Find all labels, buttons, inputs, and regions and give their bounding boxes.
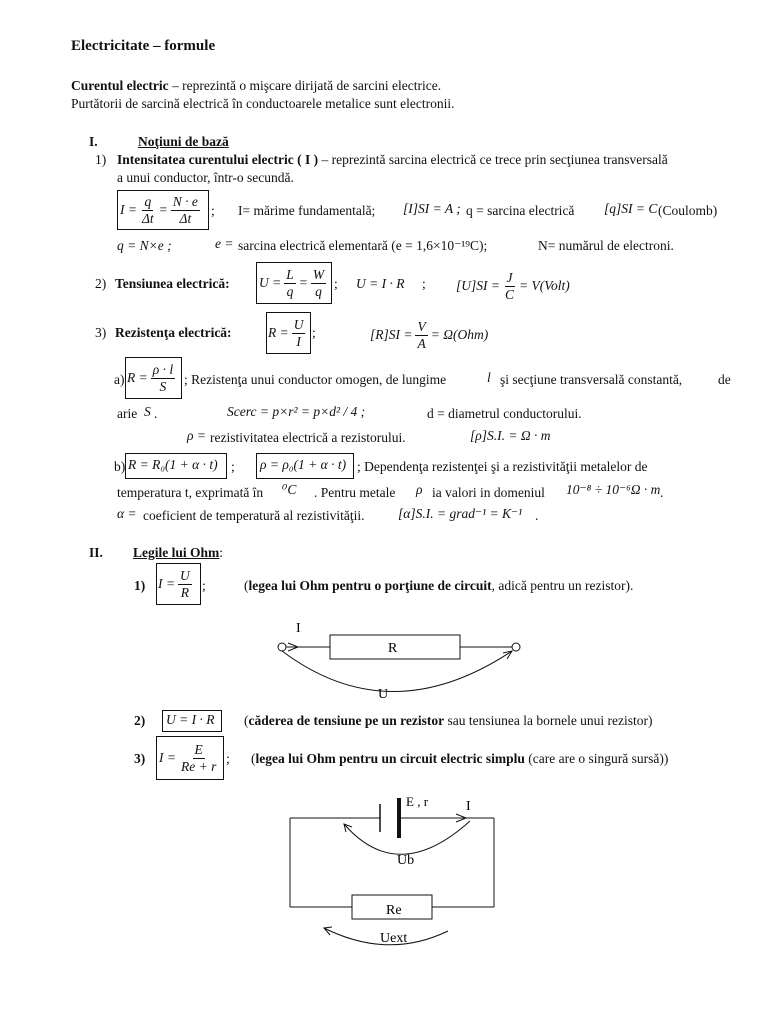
- unit-current: [I]SI = A ;: [403, 201, 461, 216]
- numerator-e: E: [194, 742, 203, 757]
- terminal-left-icon: [278, 643, 286, 651]
- denominator-c: C: [505, 286, 515, 302]
- formula-voltage-lhs: U =: [259, 275, 282, 290]
- sub-a-text: ; Rezistenţa unui conductor omogen, de lungime: [184, 372, 447, 387]
- law-3-description: [251, 751, 668, 767]
- fraction-u-i: [292, 318, 306, 348]
- e-description: sarcina electrică elementară (e = 1,6×10⁻¹⁹C);: [238, 238, 488, 253]
- intro-definition: – reprezintă o mişcare dirijată de sarcini electrice.: [168, 78, 442, 93]
- numerator-u: U: [293, 317, 304, 332]
- sub-b-semicolon: ;: [231, 459, 235, 474]
- fundamental-text: I= mărime fundamentală;: [238, 203, 376, 218]
- intro-line-1: [71, 78, 441, 94]
- ub-arc: [344, 821, 470, 854]
- unit-resistance: [370, 318, 488, 352]
- denominator-a: A: [417, 335, 426, 351]
- circuit-diagram: [280, 790, 505, 950]
- current-label: I: [296, 621, 301, 636]
- resistivity-range: 10⁻⁸ ÷ 10⁻⁶Ω · m: [566, 482, 661, 497]
- page-title: Electricitate – formule: [71, 38, 216, 54]
- formula-voltage: [259, 264, 326, 302]
- unit-charge: [q]SI = C: [604, 201, 658, 216]
- law-1-open-paren: (: [244, 578, 249, 593]
- unit-resistance-lhs: [R]SI =: [370, 327, 413, 342]
- formula-resistivity: [127, 359, 175, 397]
- denominator-q-2: q: [315, 283, 322, 299]
- fraction-rho-l-s: [151, 363, 175, 393]
- unit-resistance-rhs: = Ω(Ohm): [430, 327, 489, 342]
- terminal-right-icon: [512, 643, 520, 651]
- item-3-term: Rezistenţa electrică:: [115, 325, 232, 340]
- numerator-u-law1: U: [179, 568, 190, 583]
- temperature-text: temperatura t, exprimată în: [117, 485, 264, 500]
- alpha-description: coeficient de temperatură al rezistivităţii.: [143, 508, 365, 523]
- coulomb-text: (Coulomb): [658, 203, 718, 218]
- law-1-rest: , adică pentru un rezistor).: [491, 578, 634, 593]
- ub-label: Ub: [397, 853, 415, 868]
- formula-current-semicolon: ;: [211, 203, 215, 218]
- item-1-term: Intensitatea curentului electric ( I ): [117, 152, 319, 167]
- formula-law-3: [159, 738, 218, 778]
- circle-area-formula: Scerc = p×r² = p×d² / 4 ;: [227, 404, 366, 419]
- unit-resistivity: [ρ]S.I. = Ω · m: [470, 428, 551, 443]
- range-dot: .: [660, 485, 664, 500]
- sub-a-text-2: şi secţiune transversală constantă,: [500, 372, 683, 387]
- metals-text-2: ia valori in domeniul: [432, 485, 545, 500]
- formula-current: [120, 192, 200, 228]
- resistor-label: R: [388, 641, 398, 656]
- fraction-l-q: [284, 268, 296, 298]
- item-2-number: 2): [95, 276, 107, 291]
- denominator-q: q: [286, 283, 294, 299]
- metals-text: . Pentru metale: [314, 485, 396, 500]
- intro-term: Curentul electric: [71, 78, 169, 93]
- n-description: N= numărul de electroni.: [538, 238, 674, 253]
- item-1-definition: – reprezintă sarcina electrică ce trece prin secţiunea transversală: [318, 152, 668, 167]
- q-equals-ne: q = N×e ;: [117, 238, 172, 253]
- law-3-number: 3): [134, 751, 146, 766]
- item-1-line-2: a unui conductor, într-o secundă.: [117, 170, 294, 185]
- length-symbol: l: [487, 370, 491, 385]
- law-2-rest: sau tensiunea la bornele unui rezistor): [444, 713, 653, 728]
- unit-alpha: [α]S.I. = grad⁻¹ = K⁻¹: [398, 506, 523, 521]
- numerator-ne: N · e: [172, 194, 198, 209]
- denominator-re-r: Re + r: [180, 758, 217, 774]
- unit-voltage: [456, 270, 570, 302]
- source-label: E , r: [406, 794, 429, 809]
- unit-voltage-rhs: = V(Volt): [519, 278, 570, 293]
- law-2-description: [244, 713, 653, 729]
- voltage-label: U: [378, 687, 389, 702]
- fraction-ne-dt: [171, 195, 200, 225]
- law-2-open-paren: (: [244, 713, 249, 728]
- uext-label: Uext: [380, 931, 408, 946]
- area-dot: .: [154, 406, 158, 421]
- numerator-rho-l: ρ · l: [152, 362, 174, 377]
- formula-current-eq: =: [158, 202, 168, 217]
- arie-text: arie: [117, 406, 138, 421]
- law-1-description: [244, 578, 633, 594]
- intro-line-2: Purtătorii de sarcină electrică în conductoarele metalice sunt electronii.: [71, 96, 455, 111]
- formula-resistance-semicolon: ;: [312, 325, 316, 340]
- item-2-term: Tensiunea electrică:: [115, 276, 230, 291]
- section-1-title: Noţiuni de bază: [138, 134, 229, 149]
- alpha-dot: .: [535, 508, 539, 523]
- fraction-e-re-r: [179, 743, 218, 773]
- sub-a-label: a): [114, 372, 125, 387]
- formula-resistance: [268, 314, 305, 352]
- formula-uir: U = I · R: [356, 276, 405, 291]
- denominator-dt-2: Δt: [179, 210, 192, 226]
- law-2-bold: căderea de tensiune pe un rezistor: [248, 713, 445, 728]
- circuit-current-label: I: [466, 799, 471, 814]
- denominator-dt: Δt: [141, 210, 154, 226]
- law-3-open-paren: (: [251, 751, 256, 766]
- law-2-number: 2): [134, 713, 146, 728]
- sub-b-label: b): [114, 459, 126, 474]
- numerator-l: L: [286, 267, 294, 282]
- fraction-w-q: [311, 268, 326, 298]
- law-3-semicolon: ;: [226, 751, 230, 766]
- formula-r-temperature: R = R₀(1 + α · t): [128, 457, 218, 472]
- denominator-r: R: [180, 584, 189, 600]
- temperature-unit: ⁰C: [282, 482, 297, 497]
- formula-law-2: U = I · R: [166, 712, 215, 727]
- q-description: q = sarcina electrică: [466, 203, 575, 218]
- section-2-heading: [133, 545, 223, 561]
- denominator-i: I: [296, 333, 301, 349]
- rho-symbol: ρ =: [187, 428, 206, 443]
- alpha-symbol: α =: [117, 506, 137, 521]
- section-2-colon: :: [219, 545, 224, 560]
- resistor-diagram: [260, 612, 530, 702]
- fraction-u-r: [178, 569, 192, 599]
- fraction-q-dt: [140, 195, 156, 225]
- law-3-bold: legea lui Ohm pentru un circuit electric simplu: [255, 751, 525, 766]
- numerator-j: J: [506, 270, 513, 285]
- item-3-number: 3): [95, 325, 107, 340]
- formula-voltage-semicolon: ;: [334, 276, 338, 291]
- e-symbol: e =: [215, 236, 234, 251]
- metals-rho: ρ: [416, 482, 423, 497]
- area-symbol: S: [144, 404, 151, 419]
- law-1-number: 1): [134, 578, 146, 593]
- item-1-line-1: [117, 152, 668, 168]
- numerator-v: V: [417, 319, 426, 334]
- formula-voltage-eq: =: [298, 275, 308, 290]
- fraction-j-c: [503, 271, 516, 301]
- formula-resistivity-lhs: R =: [127, 370, 148, 385]
- law-1-semicolon: ;: [202, 578, 206, 593]
- re-label: Re: [386, 903, 402, 918]
- denominator-s: S: [159, 378, 167, 394]
- formula-law-1-lhs: I =: [158, 576, 175, 591]
- section-2-title: Legile lui Ohm: [133, 545, 220, 560]
- formula-law-3-lhs: I =: [159, 750, 176, 765]
- item-1-number: 1): [95, 152, 107, 167]
- section-2-number: II.: [89, 545, 103, 560]
- formula-rho-temperature: ρ = ρ₀(1 + α · t): [260, 457, 347, 472]
- fraction-v-a: [415, 320, 427, 350]
- sub-b-text: ; Dependenţa rezistenţei şi a rezistivităţii metalelor de: [357, 459, 648, 474]
- formula-law-1: [158, 565, 192, 603]
- diameter-description: d = diametrul conductorului.: [427, 406, 582, 421]
- law-3-rest: (care are o singură sursă)): [524, 751, 669, 766]
- section-1-number: I.: [89, 134, 98, 149]
- sub-a-de: de: [718, 372, 731, 387]
- numerator-w: W: [312, 267, 325, 282]
- formula-current-lhs: I =: [120, 202, 137, 217]
- separator-semicolon: ;: [422, 276, 426, 291]
- rho-description: rezistivitatea electrică a rezistorului.: [210, 430, 406, 445]
- numerator-q: q: [144, 194, 152, 209]
- formula-resistance-lhs: R =: [268, 325, 289, 340]
- law-1-bold: legea lui Ohm pentru o porţiune de circuit: [248, 578, 492, 593]
- unit-voltage-lhs: [U]SI =: [456, 278, 500, 293]
